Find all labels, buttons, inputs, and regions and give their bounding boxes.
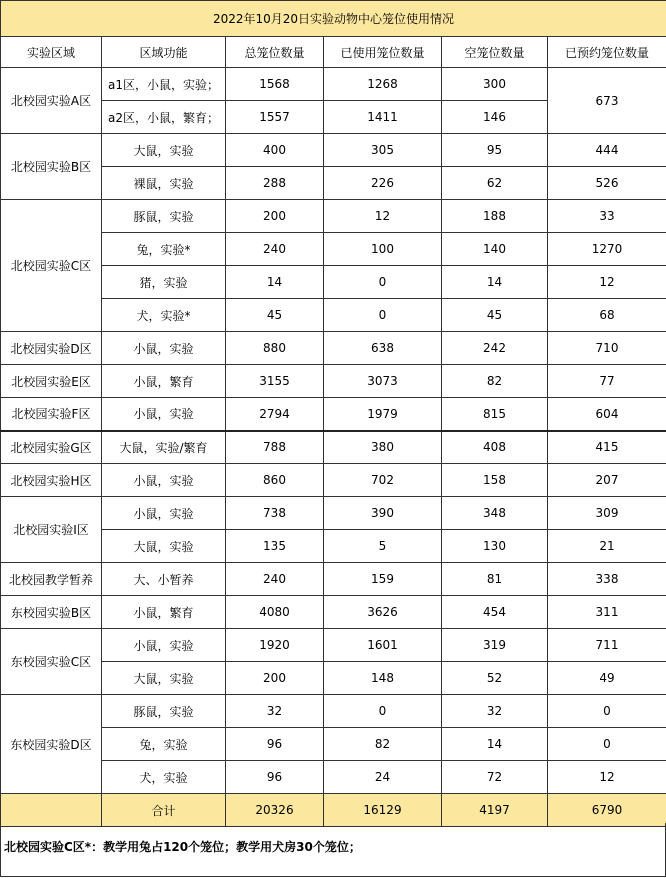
total-cages-cell: 3155 xyxy=(226,365,324,398)
table-row xyxy=(1,695,666,728)
column-header: 实验区域 xyxy=(1,37,102,68)
total-cages-cell: 240 xyxy=(226,563,324,596)
total-cages-cell: 135 xyxy=(226,530,324,563)
used-cages-cell: 380 xyxy=(324,431,442,464)
used-cages-cell: 159 xyxy=(324,563,442,596)
empty-cages-cell: 140 xyxy=(442,233,548,266)
reserved-cages-cell: 21 xyxy=(548,530,666,563)
total-cages-cell: 860 xyxy=(226,464,324,497)
used-cages-cell: 702 xyxy=(324,464,442,497)
total-cages-cell: 1920 xyxy=(226,629,324,662)
function-cell: 大鼠，实验 xyxy=(102,662,226,695)
empty-cages-cell: 300 xyxy=(442,68,548,101)
area-cell: 北校园实验I区 xyxy=(1,497,102,563)
empty-cages-cell: 188 xyxy=(442,200,548,233)
used-cages-cell: 100 xyxy=(324,233,442,266)
function-cell: 小鼠，繁育 xyxy=(102,365,226,398)
empty-cages-cell: 319 xyxy=(442,629,548,662)
reserved-cages-cell: 309 xyxy=(548,497,666,530)
total-cages-cell: 1568 xyxy=(226,68,324,101)
total-cages-cell: 1557 xyxy=(226,101,324,134)
used-cages-cell: 0 xyxy=(324,695,442,728)
area-cell: 北校园实验E区 xyxy=(1,365,102,398)
table-row xyxy=(1,431,666,464)
function-cell: 豚鼠，实验 xyxy=(102,200,226,233)
empty-cages-cell: 242 xyxy=(442,332,548,365)
total-reserved: 6790 xyxy=(548,794,666,827)
function-cell: a2区，小鼠，繁育； xyxy=(102,101,226,134)
function-cell: 兔，实验* xyxy=(102,233,226,266)
function-cell: 小鼠，实验 xyxy=(102,464,226,497)
empty-cages-cell: 52 xyxy=(442,662,548,695)
reserved-cages-cell: 710 xyxy=(548,332,666,365)
empty-cages-cell: 408 xyxy=(442,431,548,464)
function-cell: 大鼠，实验/繁育 xyxy=(102,431,226,464)
reserved-cages-cell: 68 xyxy=(548,299,666,332)
total-cages-cell: 200 xyxy=(226,200,324,233)
total-cages: 20326 xyxy=(226,794,324,827)
total-cages-cell: 240 xyxy=(226,233,324,266)
footnote: 北校园实验C区*：教学用兔占120个笼位；教学用犬房30个笼位； xyxy=(4,840,361,854)
used-cages-cell: 638 xyxy=(324,332,442,365)
area-cell: 东校园实验B区 xyxy=(1,596,102,629)
function-cell: 小鼠，繁育 xyxy=(102,596,226,629)
reserved-cages-cell: 0 xyxy=(548,695,666,728)
function-cell: 犬，实验* xyxy=(102,299,226,332)
area-cell: 北校园实验G区 xyxy=(1,431,102,464)
total-cages-cell: 200 xyxy=(226,662,324,695)
reserved-cages-cell: 12 xyxy=(548,761,666,794)
reserved-cages-cell: 673 xyxy=(548,68,666,134)
total-cages-cell: 738 xyxy=(226,497,324,530)
area-cell: 东校园实验D区 xyxy=(1,695,102,794)
used-cages-cell: 1411 xyxy=(324,101,442,134)
reserved-cages-cell: 49 xyxy=(548,662,666,695)
function-cell: 兔，实验 xyxy=(102,728,226,761)
function-cell: 豚鼠，实验 xyxy=(102,695,226,728)
function-cell: 大、小暂养 xyxy=(102,563,226,596)
empty-cages-cell: 14 xyxy=(442,266,548,299)
used-cages-cell: 148 xyxy=(324,662,442,695)
table-row xyxy=(1,365,666,398)
function-cell: 裸鼠，实验 xyxy=(102,167,226,200)
table-row xyxy=(1,332,666,365)
reserved-cages-cell: 444 xyxy=(548,134,666,167)
border-line xyxy=(0,876,666,877)
empty-cages-cell: 32 xyxy=(442,695,548,728)
total-area-cell xyxy=(1,794,102,827)
column-header: 区域功能 xyxy=(102,37,226,68)
used-cages-cell: 0 xyxy=(324,299,442,332)
total-label: 合计 xyxy=(102,794,226,827)
total-cages-cell: 2794 xyxy=(226,398,324,431)
reserved-cages-cell: 33 xyxy=(548,200,666,233)
total-cages-cell: 288 xyxy=(226,167,324,200)
table-title: 2022年10月20日实验动物中心笼位使用情况 xyxy=(1,1,666,37)
function-cell: 小鼠，实验 xyxy=(102,629,226,662)
empty-cages-cell: 454 xyxy=(442,596,548,629)
table-row xyxy=(1,497,666,530)
used-cages-cell: 5 xyxy=(324,530,442,563)
empty-cages-cell: 45 xyxy=(442,299,548,332)
function-cell: 大鼠，实验 xyxy=(102,530,226,563)
total-cages-cell: 32 xyxy=(226,695,324,728)
reserved-cages-cell: 526 xyxy=(548,167,666,200)
used-cages-cell: 226 xyxy=(324,167,442,200)
used-cages-cell: 305 xyxy=(324,134,442,167)
total-cages-cell: 45 xyxy=(226,299,324,332)
total-used: 16129 xyxy=(324,794,442,827)
used-cages-cell: 24 xyxy=(324,761,442,794)
table-row xyxy=(1,200,666,233)
table-row xyxy=(1,68,666,101)
function-cell: 犬，实验 xyxy=(102,761,226,794)
total-cages-cell: 14 xyxy=(226,266,324,299)
table-row xyxy=(1,134,666,167)
used-cages-cell: 82 xyxy=(324,728,442,761)
used-cages-cell: 3073 xyxy=(324,365,442,398)
area-cell: 北校园实验B区 xyxy=(1,134,102,200)
area-cell: 北校园实验F区 xyxy=(1,398,102,431)
function-cell: 小鼠，实验 xyxy=(102,398,226,431)
area-cell: 北校园实验C区 xyxy=(1,200,102,332)
used-cages-cell: 1268 xyxy=(324,68,442,101)
total-cages-cell: 880 xyxy=(226,332,324,365)
empty-cages-cell: 158 xyxy=(442,464,548,497)
table-row xyxy=(1,596,666,629)
column-header: 总笼位数量 xyxy=(226,37,324,68)
reserved-cages-cell: 1270 xyxy=(548,233,666,266)
empty-cages-cell: 72 xyxy=(442,761,548,794)
area-cell: 北校园实验A区 xyxy=(1,68,102,134)
reserved-cages-cell: 338 xyxy=(548,563,666,596)
empty-cages-cell: 82 xyxy=(442,365,548,398)
function-cell: 小鼠，实验 xyxy=(102,332,226,365)
reserved-cages-cell: 311 xyxy=(548,596,666,629)
empty-cages-cell: 348 xyxy=(442,497,548,530)
reserved-cages-cell: 207 xyxy=(548,464,666,497)
table-body xyxy=(1,68,666,794)
empty-cages-cell: 81 xyxy=(442,563,548,596)
empty-cages-cell: 14 xyxy=(442,728,548,761)
table-row xyxy=(1,563,666,596)
table-row xyxy=(1,629,666,662)
area-cell: 北校园教学暂养 xyxy=(1,563,102,596)
column-header: 空笼位数量 xyxy=(442,37,548,68)
table-row xyxy=(1,464,666,497)
empty-cages-cell: 62 xyxy=(442,167,548,200)
function-cell: 猪，实验 xyxy=(102,266,226,299)
area-cell: 北校园实验D区 xyxy=(1,332,102,365)
used-cages-cell: 1601 xyxy=(324,629,442,662)
column-header: 已使用笼位数量 xyxy=(324,37,442,68)
total-empty: 4197 xyxy=(442,794,548,827)
total-row xyxy=(1,794,666,827)
area-cell: 东校园实验C区 xyxy=(1,629,102,695)
function-cell: 小鼠，实验 xyxy=(102,497,226,530)
total-cages-cell: 96 xyxy=(226,761,324,794)
function-cell: 大鼠，实验 xyxy=(102,134,226,167)
reserved-cages-cell: 604 xyxy=(548,398,666,431)
used-cages-cell: 0 xyxy=(324,266,442,299)
border-line xyxy=(0,823,1,877)
reserved-cages-cell: 12 xyxy=(548,266,666,299)
reserved-cages-cell: 711 xyxy=(548,629,666,662)
empty-cages-cell: 815 xyxy=(442,398,548,431)
function-cell: a1区，小鼠，实验； xyxy=(102,68,226,101)
reserved-cages-cell: 415 xyxy=(548,431,666,464)
used-cages-cell: 12 xyxy=(324,200,442,233)
header-row xyxy=(1,37,666,68)
total-cages-cell: 400 xyxy=(226,134,324,167)
reserved-cages-cell: 0 xyxy=(548,728,666,761)
table-row xyxy=(1,398,666,431)
total-cages-cell: 96 xyxy=(226,728,324,761)
column-header: 已预约笼位数量 xyxy=(548,37,666,68)
area-cell: 北校园实验H区 xyxy=(1,464,102,497)
total-cages-cell: 4080 xyxy=(226,596,324,629)
empty-cages-cell: 95 xyxy=(442,134,548,167)
empty-cages-cell: 146 xyxy=(442,101,548,134)
total-cages-cell: 788 xyxy=(226,431,324,464)
reserved-cages-cell: 77 xyxy=(548,365,666,398)
used-cages-cell: 3626 xyxy=(324,596,442,629)
used-cages-cell: 390 xyxy=(324,497,442,530)
used-cages-cell: 1979 xyxy=(324,398,442,431)
empty-cages-cell: 130 xyxy=(442,530,548,563)
